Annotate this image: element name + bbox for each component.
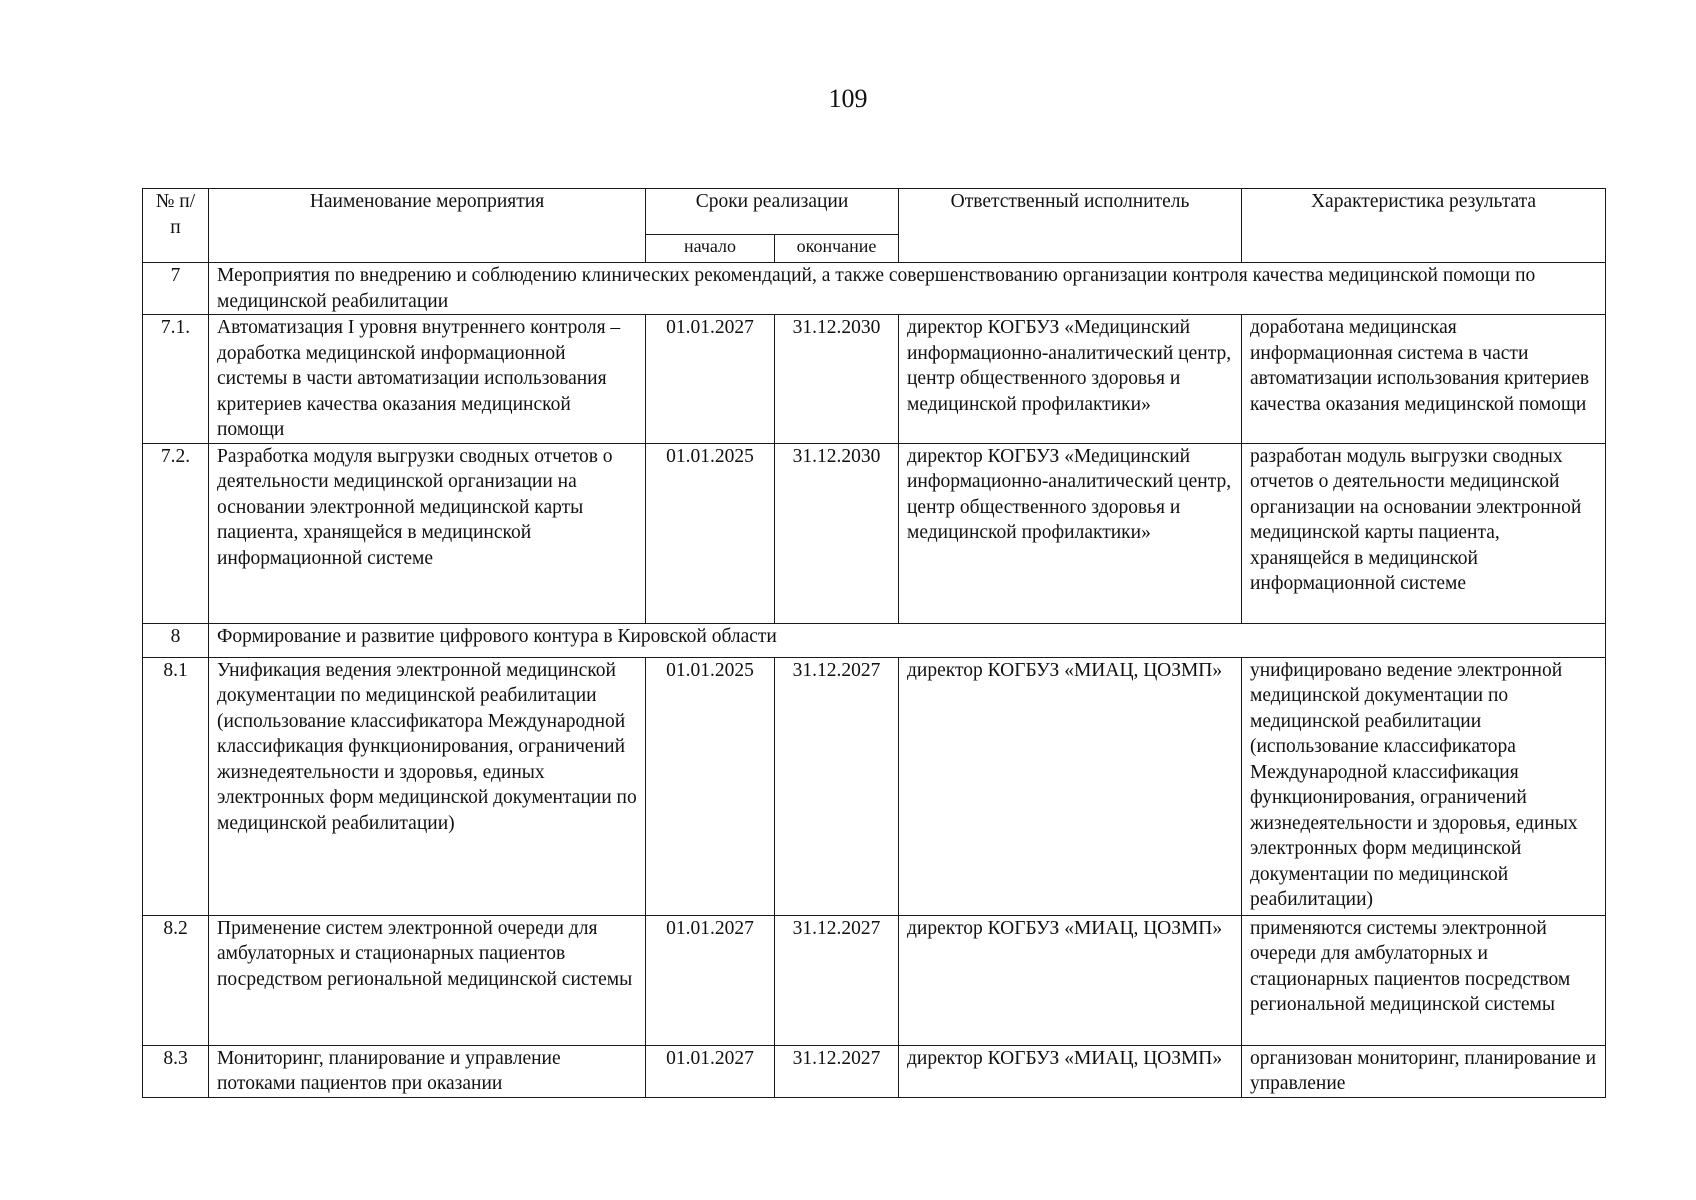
section-row [143,263,1606,315]
row-result: разработан модуль выгрузки сводных отчетов о деятельности медицинской организации на основании электронной медицинской карты пациента, хранящейся в медицинской информационной системе [1242,443,1606,623]
row-start: 01.01.2027 [646,1045,775,1097]
header-period: Сроки реализации [646,189,899,235]
row-end: 31.12.2030 [775,443,899,623]
row-end: 31.12.2027 [775,1045,899,1097]
row-num: 8.3 [143,1045,209,1097]
header-responsible: Ответственный исполнитель [899,189,1242,263]
row-responsible: директор КОГБУЗ «Медицинский информационно-аналитический центр, центр общественного здоровья и медицинской профилактики» [899,443,1242,623]
row-start: 01.01.2025 [646,443,775,623]
table-row [143,1045,1606,1097]
row-end: 31.12.2027 [775,657,899,915]
table-header [143,189,1606,263]
header-start: начало [646,235,775,263]
section-title: Формирование и развитие цифрового контура в Кировской области [209,623,1606,657]
row-result: организован мониторинг, планирование и управление [1242,1045,1606,1097]
row-result: применяются системы электронной очереди для амбулаторных и стационарных пациентов посредством региональной медицинской системы [1242,915,1606,1045]
header-num: № п/п [143,189,209,263]
row-responsible: директор КОГБУЗ «МИАЦ, ЦОЗМП» [899,657,1242,915]
row-name: Унификация ведения электронной медицинской документации по медицинской реабилитации (использование классификатора Международной классификация функционирования, ограничений жизнедеятельности и здоровья, единых электронных форм медицинской документации по медицинской реабилитации) [209,657,646,915]
row-name: Разработка модуля выгрузки сводных отчетов о деятельности медицинской организации на основании электронной медицинской карты пациента, хранящейся в медицинской информационной системе [209,443,646,623]
row-end: 31.12.2027 [775,915,899,1045]
row-num: 7.1. [143,315,209,444]
table-row [143,315,1606,444]
table-row [143,657,1606,915]
activities-table [142,188,1606,1098]
row-start: 01.01.2027 [646,315,775,444]
row-result: доработана медицинская информационная система в части автоматизации использования критериев качества оказания медицинской помощи [1242,315,1606,444]
row-name: Мониторинг, планирование и управление потоками пациентов при оказании [209,1045,646,1097]
page-number: 109 [828,84,868,113]
row-num: 7.2. [143,443,209,623]
row-start: 01.01.2025 [646,657,775,915]
section-num: 7 [143,263,209,315]
row-name: Применение систем электронной очереди для амбулаторных и стационарных пациентов посредством региональной медицинской системы [209,915,646,1045]
section-num: 8 [143,623,209,657]
row-end: 31.12.2030 [775,315,899,444]
row-num: 8.1 [143,657,209,915]
header-result: Характеристика результата [1242,189,1606,263]
row-start: 01.01.2027 [646,915,775,1045]
row-responsible: директор КОГБУЗ «МИАЦ, ЦОЗМП» [899,1045,1242,1097]
table-row [143,443,1606,623]
row-result: унифицировано ведение электронной медицинской документации по медицинской реабилитации (использование классификатора Международной классификация функционирования, ограничений жизнедеятельности и здоровья, единых электронных форм медицинской документации по медицинской реабилитации) [1242,657,1606,915]
header-end: окончание [775,235,899,263]
section-row [143,623,1606,657]
row-num: 8.2 [143,915,209,1045]
table-row [143,915,1606,1045]
row-responsible: директор КОГБУЗ «МИАЦ, ЦОЗМП» [899,915,1242,1045]
header-name: Наименование мероприятия [209,189,646,263]
row-name: Автоматизация I уровня внутреннего контроля – доработка медицинской информационной системы в части автоматизации использования критериев качества оказания медицинской помощи [209,315,646,444]
section-title: Мероприятия по внедрению и соблюдению клинических рекомендаций, а также совершенствованию организации контроля качества медицинской помощи по медицинской реабилитации [209,263,1606,315]
row-responsible: директор КОГБУЗ «Медицинский информационно-аналитический центр, центр общественного здоровья и медицинской профилактики» [899,315,1242,444]
